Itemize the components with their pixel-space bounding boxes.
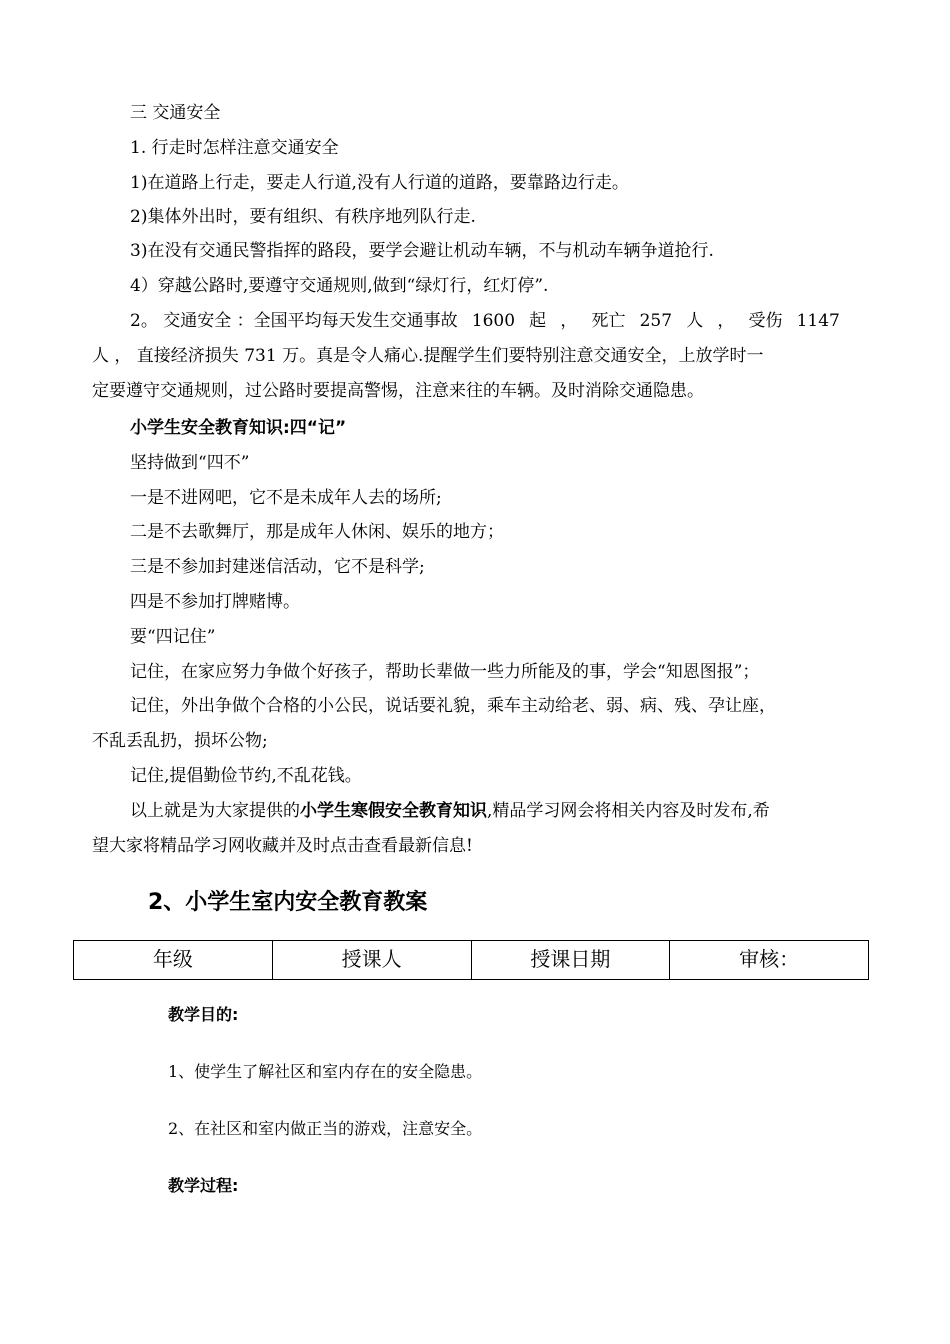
stat-part: 257 xyxy=(639,311,673,331)
list-item: 1)在道路上行走，要走人行道,没有人行道的道路，要靠路边行走。 xyxy=(130,173,629,193)
list-item: 二是不去歌舞厅，那是成年人休闲、娱乐的地方； xyxy=(130,522,504,542)
closing-suffix: ,精品学习网会将相关内容及时发布,希 xyxy=(487,801,770,821)
closing-bold-text: 小学生寒假安全教育知识 xyxy=(300,801,487,821)
statistics-line-2: 人 ， 直接经济损失 731 万。真是令人痛心.提醒学生们要特别注意交通安全，上放学时一 xyxy=(92,346,764,366)
objective-item: 1、使学生了解社区和室内存在的安全隐患。 xyxy=(168,1062,483,1081)
closing-line-2: 望大家将精品学习网收藏并及时点击查看最新信息! xyxy=(92,836,473,856)
list-item: 三是不参加封建迷信活动，它不是科学; xyxy=(130,557,425,577)
objective-item: 2、在社区和室内做正当的游戏，注意安全。 xyxy=(168,1119,483,1138)
four-not-title: 坚持做到“四不” xyxy=(130,453,250,473)
statistics-line-3: 定要遵守交通规则，过公路时要提高警惕，注意来往的车辆。及时消除交通隐患。 xyxy=(92,381,704,401)
table-cell-date: 授课日期 xyxy=(471,941,670,980)
objective-label: 教学目的: xyxy=(168,1005,239,1024)
section-title: 三 交通安全 xyxy=(130,103,221,123)
stat-part: 死亡 xyxy=(591,311,626,331)
statistics-line-1 xyxy=(130,309,840,333)
table-cell-grade: 年级 xyxy=(74,941,273,980)
stat-part: 1600 xyxy=(471,311,516,331)
remember-item-continued: 不乱丢乱扔，损坏公物; xyxy=(92,731,268,751)
four-remember-heading: 小学生安全教育知识:四“记” xyxy=(130,418,347,438)
list-item: 四是不参加打牌赌博。 xyxy=(130,592,300,612)
table-cell-teacher: 授课人 xyxy=(272,941,471,980)
remember-title: 要“四记住” xyxy=(130,627,216,647)
list-item: 3)在没有交通民警指挥的路段，要学会避让机动车辆，不与机动车辆争道抢行. xyxy=(130,241,714,261)
list-item: 2)集体外出时，要有组织、有秩序地列队行走. xyxy=(130,207,476,227)
closing-line-1 xyxy=(130,799,900,823)
remember-item: 记住，在家应努力争做个好孩子，帮助长辈做一些力所能及的事，学会“知恩图报”； xyxy=(130,662,760,682)
list-item: 4）穿越公路时,要遵守交通规则,做到“绿灯行，红灯停”. xyxy=(130,276,549,296)
stat-part: 1147 xyxy=(796,311,840,331)
process-label: 教学过程: xyxy=(168,1176,239,1195)
stat-part: 受伤 xyxy=(748,311,783,331)
lesson-heading: 2、小学生室内安全教育教案 xyxy=(148,890,428,915)
table-cell-review: 审核： xyxy=(670,941,869,980)
stat-part: ， xyxy=(717,311,735,331)
list-item: 一是不进网吧，它不是未成年人去的场所; xyxy=(130,488,442,508)
remember-item: 记住，外出争做个合格的小公民，说话要礼貌，乘车主动给老、弱、病、残、孕让座， xyxy=(130,696,776,716)
table-row xyxy=(74,941,869,980)
stat-part: 2。 交通安全 ：全国平均每天发生交通事故 xyxy=(130,311,458,331)
stat-part: 人 xyxy=(686,311,704,331)
closing-prefix: 以上就是为大家提供的 xyxy=(130,801,300,821)
stat-part: 起 xyxy=(529,311,547,331)
stat-part: ， xyxy=(560,311,578,331)
lesson-info-table xyxy=(73,940,869,980)
subsection-title: 1. 行走时怎样注意交通安全 xyxy=(130,138,339,158)
remember-item: 记住,提倡勤俭节约,不乱花钱。 xyxy=(130,766,362,786)
